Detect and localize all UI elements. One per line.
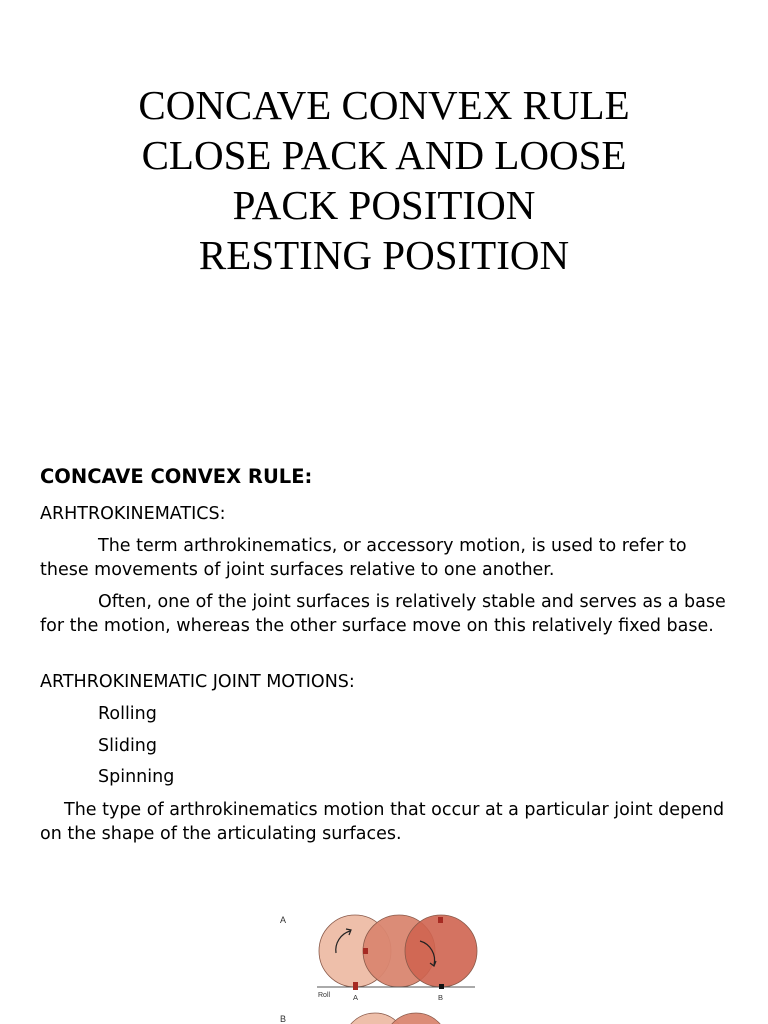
figure-label-a: A xyxy=(280,915,287,925)
point-marker-b xyxy=(439,984,444,989)
point-label-a: A xyxy=(353,993,359,1002)
title-line-2: CLOSE PACK AND LOOSE xyxy=(141,132,627,178)
paragraph-stable-surface: Often, one of the joint surfaces is relatively stable and serves as a base for the motion, whereas the other surface move on this relatively fixed base. xyxy=(40,592,726,636)
title-line-1: CONCAVE CONVEX RULE xyxy=(138,82,630,128)
title-line-3: PACK POSITION xyxy=(232,182,536,228)
contact-marker-mid xyxy=(363,948,368,954)
roll-diagram xyxy=(270,905,500,1024)
roll-label: Roll xyxy=(318,992,331,999)
title-line-4: RESTING POSITION xyxy=(198,232,570,278)
slide-title xyxy=(0,80,768,280)
point-label-b: B xyxy=(438,993,444,1002)
contact-marker-top xyxy=(438,917,443,923)
paragraph-shape-dependence: The type of arthrokinematics motion that occur at a particular joint depend on the shape of the articulating surfaces. xyxy=(40,800,725,844)
subheading-arthrokinematics: ARHTROKINEMATICS: xyxy=(40,504,226,524)
point-marker-a xyxy=(353,982,358,990)
motion-item-sliding: Sliding xyxy=(98,736,158,756)
circle-dark xyxy=(405,915,477,987)
subheading-joint-motions: ARTHROKINEMATIC JOINT MOTIONS: xyxy=(40,672,355,692)
paragraph-definition: The term arthrokinematics, or accessory motion, is used to refer to these movements of joint surfaces relative to one another. xyxy=(40,536,687,580)
motion-item-spinning: Spinning xyxy=(98,767,175,787)
motion-item-rolling: Rolling xyxy=(98,704,157,724)
section-heading: CONCAVE CONVEX RULE: xyxy=(40,465,313,488)
figure-label-b: B xyxy=(280,1014,287,1024)
